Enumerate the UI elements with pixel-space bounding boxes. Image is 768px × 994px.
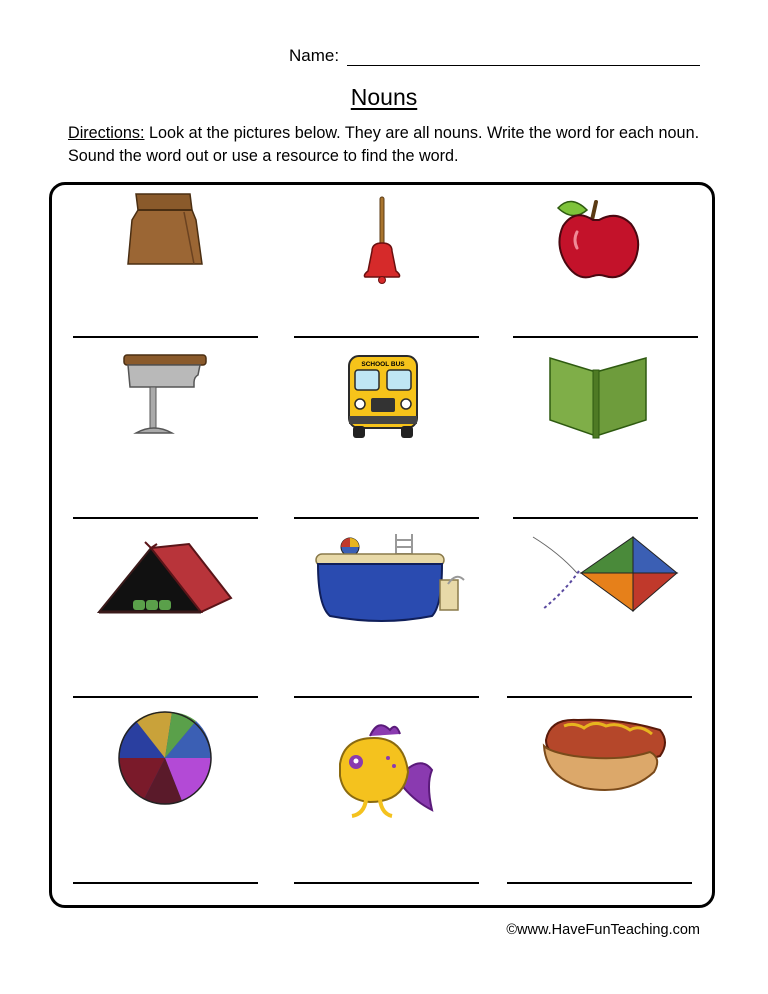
tent-icon (95, 540, 235, 620)
answer-line-11[interactable] (294, 882, 479, 884)
desk-icon (120, 353, 210, 437)
answer-line-3[interactable] (513, 336, 698, 338)
kite-icon (529, 533, 681, 617)
school-bus-icon (345, 352, 421, 440)
apple-icon (553, 196, 643, 282)
answer-line-4[interactable] (73, 517, 258, 519)
directions (68, 122, 728, 168)
bell-icon (357, 195, 407, 285)
name-label: Name: (289, 46, 340, 65)
name-answer-line[interactable] (347, 65, 700, 66)
answer-line-10[interactable] (73, 882, 258, 884)
paper-bag-icon (124, 190, 206, 268)
copyright-footer: ©www.HaveFunTeaching.com (506, 922, 700, 938)
beach-ball-icon (116, 709, 214, 807)
answer-line-2[interactable] (294, 336, 479, 338)
answer-line-12[interactable] (507, 882, 692, 884)
answer-line-7[interactable] (73, 696, 258, 698)
book-icon (546, 356, 650, 440)
page-title: Nouns (350, 84, 418, 110)
directions-text: Look at the pictures below. They are all nouns. Write the word for each noun. Sound the word out or use a resource to find the word. (68, 124, 700, 165)
answer-line-6[interactable] (513, 517, 698, 519)
answer-line-1[interactable] (73, 336, 258, 338)
answer-line-5[interactable] (294, 517, 479, 519)
bus-sign: SCHOOL BUS (361, 361, 405, 368)
directions-label: Directions: (68, 124, 145, 142)
answer-line-8[interactable] (294, 696, 479, 698)
answer-line-9[interactable] (507, 696, 692, 698)
hot-dog-icon (540, 712, 672, 796)
pool-icon (312, 530, 470, 626)
fish-icon (330, 714, 436, 820)
